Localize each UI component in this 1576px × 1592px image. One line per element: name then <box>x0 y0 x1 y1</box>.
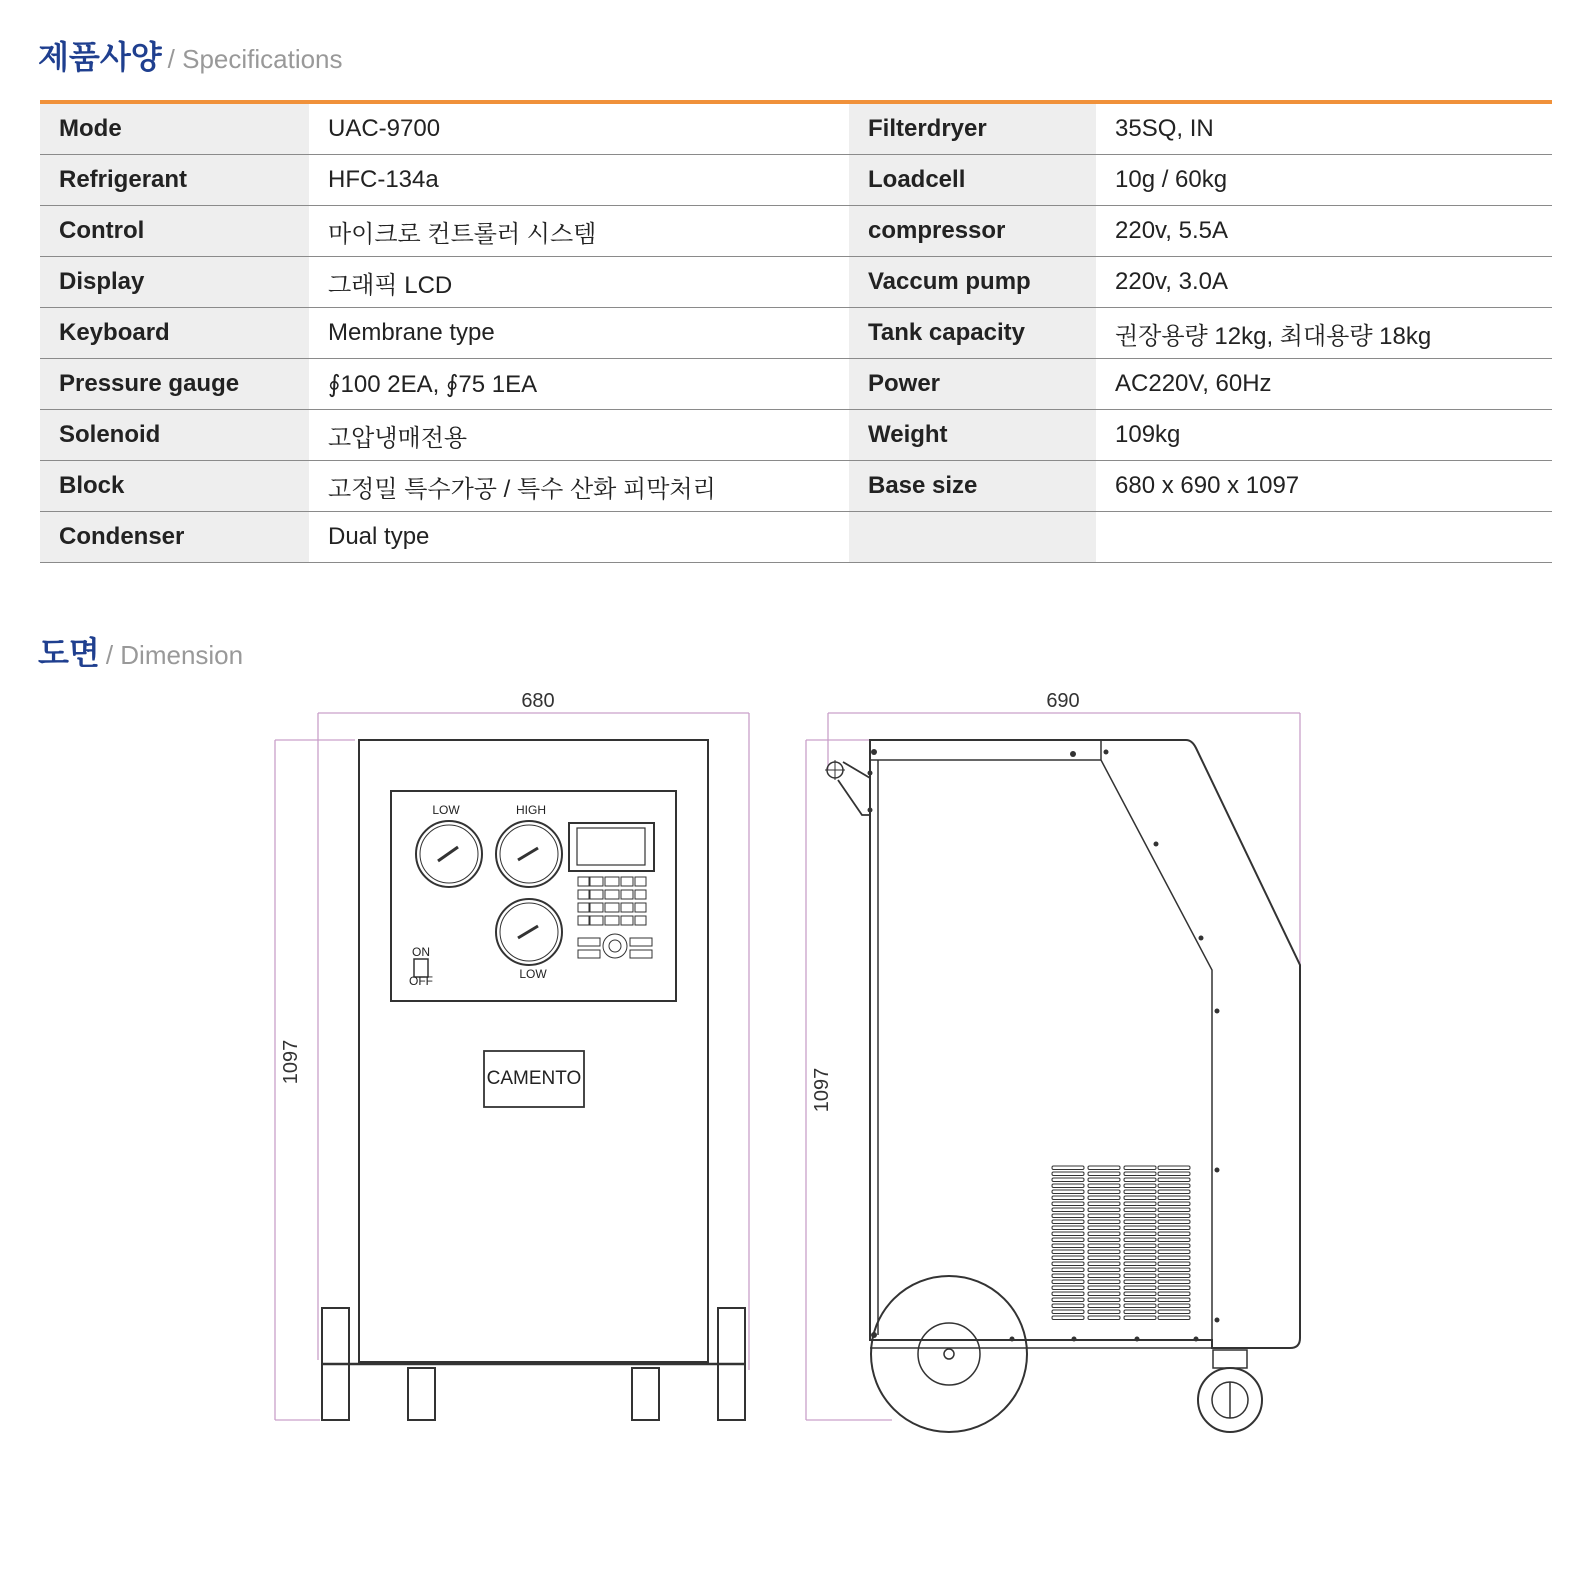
vent-slot <box>1124 1286 1156 1290</box>
spec-value: Dual type <box>309 512 849 563</box>
vent-slot <box>1124 1304 1156 1308</box>
specifications-table <box>40 100 1552 563</box>
spec-key: Condenser <box>40 512 309 563</box>
vent-slot <box>1052 1190 1084 1194</box>
vent-slot <box>1052 1286 1084 1290</box>
vent-slot <box>1124 1280 1156 1284</box>
keypad-key <box>578 903 589 912</box>
keypad-key <box>621 877 633 886</box>
keypad-key <box>635 890 646 899</box>
vent-slot <box>1052 1292 1084 1296</box>
spec-key: Refrigerant <box>40 155 309 206</box>
keypad <box>578 877 652 958</box>
vent-slot <box>1052 1250 1084 1254</box>
spec-value: 220v, 3.0A <box>1096 257 1552 308</box>
specifications-title: 제품사양 <box>38 38 162 76</box>
keypad-dial <box>609 940 621 952</box>
vent-slot <box>1088 1190 1120 1194</box>
spec-row <box>40 206 1552 257</box>
vent-slot <box>1088 1292 1120 1296</box>
vent-slot <box>1088 1250 1120 1254</box>
keypad-key <box>590 916 603 925</box>
spec-key: Pressure gauge <box>40 359 309 410</box>
vent-slot <box>1124 1274 1156 1278</box>
lcd-frame <box>569 823 654 871</box>
keypad-key <box>621 903 633 912</box>
spec-key: Solenoid <box>40 410 309 461</box>
vent-slot <box>1052 1184 1084 1188</box>
vent-slot <box>1088 1244 1120 1248</box>
keypad-key <box>635 877 646 886</box>
vent-slot <box>1052 1166 1084 1170</box>
vent-slot <box>1158 1178 1190 1182</box>
vent-slot <box>1088 1178 1120 1182</box>
vent-slot <box>1158 1262 1190 1266</box>
keypad-key <box>605 916 619 925</box>
spec-key: Vaccum pump <box>849 257 1096 308</box>
vent-slot <box>1052 1298 1084 1302</box>
spec-value: 10g / 60kg <box>1096 155 1552 206</box>
vent-slot <box>1052 1232 1084 1236</box>
spec-value: 고정밀 특수가공 / 특수 산화 피막처리 <box>309 461 849 512</box>
gauge-high <box>496 821 562 887</box>
gauge-high-label: HIGH <box>516 803 546 817</box>
vent-slot <box>1124 1262 1156 1266</box>
specifications-heading <box>38 32 343 78</box>
vent-slot <box>1124 1220 1156 1224</box>
vent-slot <box>1052 1220 1084 1224</box>
keypad-dial <box>603 934 627 958</box>
vent-slot <box>1088 1184 1120 1188</box>
keypad-key <box>578 916 589 925</box>
vent-slot <box>1088 1310 1120 1314</box>
spec-value: 고압냉매전용 <box>309 410 849 461</box>
front-height-label: 1097 <box>280 1039 302 1085</box>
vent-slot <box>1088 1196 1120 1200</box>
vent-slot <box>1158 1226 1190 1230</box>
keypad-key <box>605 903 619 912</box>
spec-value: ∮100 2EA, ∮75 1EA <box>309 359 849 410</box>
vent-slot <box>1158 1292 1190 1296</box>
keypad-function-key <box>578 950 600 958</box>
gauge-low-2-label: LOW <box>519 967 547 981</box>
switch-off-label: OFF <box>409 974 433 988</box>
spec-key: Control <box>40 206 309 257</box>
keypad-key <box>621 890 633 899</box>
spec-row <box>40 461 1552 512</box>
spec-value: HFC-134a <box>309 155 849 206</box>
vent-slot <box>1088 1298 1120 1302</box>
vent-slot <box>1158 1208 1190 1212</box>
vent-slot <box>1124 1298 1156 1302</box>
vent-slot <box>1124 1250 1156 1254</box>
vent-slot <box>1158 1316 1190 1320</box>
keypad-key <box>621 916 633 925</box>
vent-slot <box>1158 1172 1190 1176</box>
vent-slot <box>1124 1310 1156 1314</box>
spec-key: Filterdryer <box>849 102 1096 155</box>
vent-slot <box>1088 1214 1120 1218</box>
spec-value: Membrane type <box>309 308 849 359</box>
vent-slot <box>1052 1172 1084 1176</box>
vent-slot <box>1124 1292 1156 1296</box>
spec-value: 마이크로 컨트롤러 시스템 <box>309 206 849 257</box>
vent-slot <box>1052 1244 1084 1248</box>
keypad-key <box>590 877 603 886</box>
spec-value: 권장용량 12kg, 최대용량 18kg <box>1096 308 1552 359</box>
keypad-key <box>590 890 603 899</box>
specifications-table-body <box>40 102 1552 563</box>
spec-row <box>40 155 1552 206</box>
spec-row <box>40 257 1552 308</box>
vent-slot <box>1088 1262 1120 1266</box>
vent-slot <box>1124 1232 1156 1236</box>
vent-slot <box>1158 1202 1190 1206</box>
spec-key: Block <box>40 461 309 512</box>
keypad-function-key <box>578 938 600 946</box>
vent-slot <box>1052 1262 1084 1266</box>
vent-slot <box>1158 1244 1190 1248</box>
vent-slot <box>1158 1268 1190 1272</box>
vent-slot <box>1124 1202 1156 1206</box>
vent-slot <box>1124 1184 1156 1188</box>
vent-slot <box>1158 1256 1190 1260</box>
vent-slot <box>1052 1202 1084 1206</box>
dimension-title: 도면 <box>38 634 100 672</box>
spec-value: 109kg <box>1096 410 1552 461</box>
dimension-heading <box>38 628 243 674</box>
vent-slot <box>1124 1166 1156 1170</box>
keypad-key <box>578 890 589 899</box>
spec-value: 220v, 5.5A <box>1096 206 1552 257</box>
vent-slot <box>1158 1232 1190 1236</box>
gauge-low-label: LOW <box>432 803 460 817</box>
keypad-key <box>605 890 619 899</box>
vent-slot <box>1124 1196 1156 1200</box>
vent-slot <box>1052 1304 1084 1308</box>
vent-slot <box>1124 1226 1156 1230</box>
spec-row <box>40 410 1552 461</box>
spec-key <box>849 512 1096 563</box>
vent-slot <box>1088 1208 1120 1212</box>
side-cabinet <box>870 740 1300 1348</box>
side-height-label: 1097 <box>811 1067 833 1113</box>
front-width-label: 680 <box>521 690 555 712</box>
vent-slot <box>1088 1202 1120 1206</box>
spec-row <box>40 102 1552 155</box>
spec-key: Display <box>40 257 309 308</box>
vent-slot <box>1124 1214 1156 1218</box>
vent-slot <box>1052 1274 1084 1278</box>
vent-slot <box>1124 1316 1156 1320</box>
handle <box>825 760 870 815</box>
spec-key: Mode <box>40 102 309 155</box>
vent-slot <box>1158 1184 1190 1188</box>
keypad-key <box>605 877 619 886</box>
vent-slot <box>1052 1280 1084 1284</box>
vent-slot <box>1158 1196 1190 1200</box>
vent-slot <box>1158 1220 1190 1224</box>
vent-slot <box>1052 1214 1084 1218</box>
vent-slot <box>1088 1172 1120 1176</box>
keypad-key <box>590 903 603 912</box>
vent-slot <box>1158 1310 1190 1314</box>
keypad-key <box>578 877 589 886</box>
dimension-drawing <box>0 680 1576 1460</box>
gauge-low <box>416 821 482 887</box>
spec-value: 680 x 690 x 1097 <box>1096 461 1552 512</box>
vent-slot <box>1088 1232 1120 1236</box>
keypad-function-key <box>630 938 652 946</box>
vent-slot <box>1124 1244 1156 1248</box>
side-vent <box>1052 1166 1190 1320</box>
spec-key: compressor <box>849 206 1096 257</box>
spec-value: 35SQ, IN <box>1096 102 1552 155</box>
spec-key: Loadcell <box>849 155 1096 206</box>
specifications-subtitle: / Specifications <box>167 44 343 74</box>
rear-wheel <box>871 1276 1027 1432</box>
vent-slot <box>1158 1238 1190 1242</box>
vent-slot <box>1158 1166 1190 1170</box>
vent-slot <box>1124 1190 1156 1194</box>
vent-slot <box>1124 1178 1156 1182</box>
vent-slot <box>1052 1208 1084 1212</box>
vent-slot <box>1088 1280 1120 1284</box>
front-foot-left <box>408 1368 435 1420</box>
keypad-key <box>635 916 646 925</box>
vent-slot <box>1052 1178 1084 1182</box>
vent-slot <box>1124 1208 1156 1212</box>
vent-slot <box>1158 1274 1190 1278</box>
spec-value: AC220V, 60Hz <box>1096 359 1552 410</box>
side-rivets <box>868 749 1220 1342</box>
side-view <box>825 740 1300 1432</box>
vent-slot <box>1052 1256 1084 1260</box>
vent-slot <box>1124 1256 1156 1260</box>
vent-slot <box>1088 1220 1120 1224</box>
vent-slot <box>1088 1268 1120 1272</box>
vent-slot <box>1088 1274 1120 1278</box>
vent-slot <box>1052 1238 1084 1242</box>
vent-slot <box>1088 1238 1120 1242</box>
vent-slot <box>1088 1256 1120 1260</box>
gauge-low-2 <box>496 899 562 965</box>
vent-slot <box>1158 1214 1190 1218</box>
switch-on-label: ON <box>412 945 430 959</box>
vent-slot <box>1052 1316 1084 1320</box>
vent-slot <box>1158 1280 1190 1284</box>
vent-slot <box>1158 1286 1190 1290</box>
brand-label: CAMENTO <box>486 1068 582 1089</box>
vent-slot <box>1052 1196 1084 1200</box>
vent-slot <box>1158 1250 1190 1254</box>
lcd-screen <box>577 828 645 865</box>
spec-value <box>1096 512 1552 563</box>
vent-slot <box>1052 1268 1084 1272</box>
vent-slot <box>1158 1298 1190 1302</box>
dimension-subtitle: / Dimension <box>105 640 244 670</box>
keypad-function-key <box>630 950 652 958</box>
vent-slot <box>1052 1310 1084 1314</box>
spec-key: Tank capacity <box>849 308 1096 359</box>
spec-row <box>40 308 1552 359</box>
spec-key: Keyboard <box>40 308 309 359</box>
vent-slot <box>1088 1286 1120 1290</box>
front-foot-right <box>632 1368 659 1420</box>
spec-value: UAC-9700 <box>309 102 849 155</box>
vent-slot <box>1124 1268 1156 1272</box>
spec-key: Weight <box>849 410 1096 461</box>
vent-slot <box>1124 1238 1156 1242</box>
vent-slot <box>1088 1166 1120 1170</box>
spec-row <box>40 359 1552 410</box>
spec-value: 그래픽 LCD <box>309 257 849 308</box>
vent-slot <box>1088 1226 1120 1230</box>
side-depth-label: 690 <box>1046 690 1080 712</box>
vent-slot <box>1158 1304 1190 1308</box>
caster-wheel <box>1198 1350 1262 1432</box>
spec-key: Base size <box>849 461 1096 512</box>
vent-slot <box>1088 1316 1120 1320</box>
spec-key: Power <box>849 359 1096 410</box>
vent-slot <box>1052 1226 1084 1230</box>
keypad-key <box>635 903 646 912</box>
vent-slot <box>1124 1172 1156 1176</box>
vent-slot <box>1088 1304 1120 1308</box>
vent-slot <box>1158 1190 1190 1194</box>
spec-row <box>40 512 1552 563</box>
